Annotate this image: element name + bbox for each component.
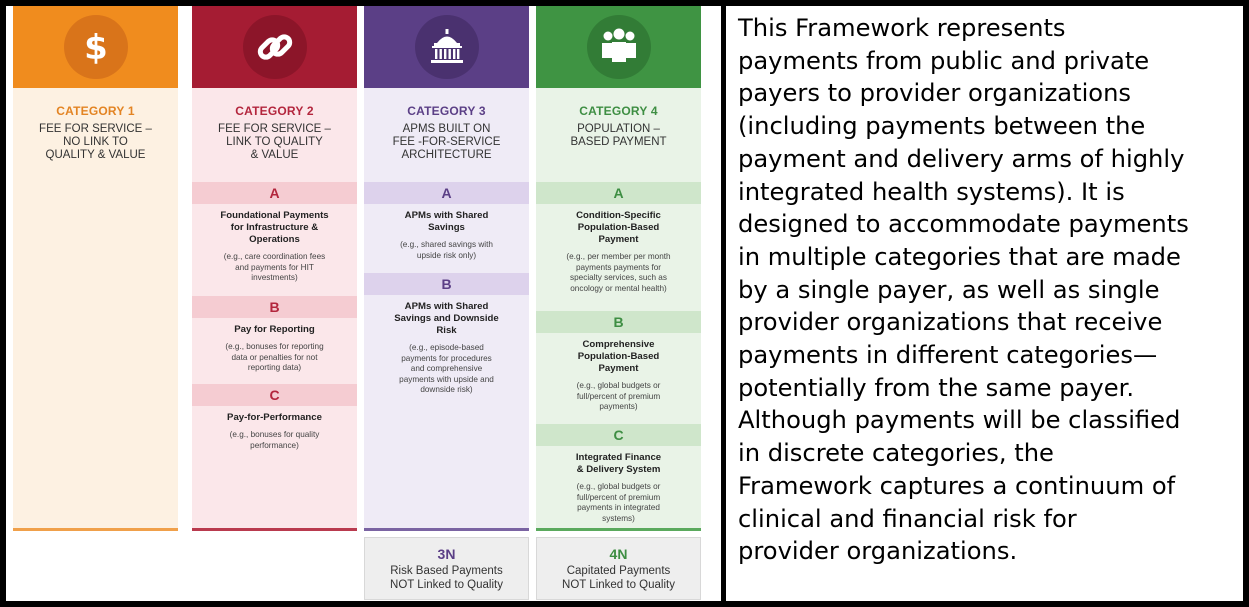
category-4-bottom-bar [536,528,701,531]
category-4-sub-c [536,424,701,524]
category-3-footer [364,537,529,600]
sub-letter-band: B [536,311,701,333]
sub-example: (e.g., shared savings with upside risk only) [400,240,493,260]
footer-code: 4N [609,546,628,562]
sub-example: (e.g., care coordination fees and payments for HIT investments) [223,252,326,282]
category-2-header [192,6,357,88]
category-3-sub-a [364,182,529,261]
framework-description: This Framework represents payments from public and private payers to provider organizations (including payments between the payment and delivery arms of highly integrated health systems). It is designed to accommodate payments in multiple categories that are made by a single payer, as well as single provider organizations that receive payments in different categories— potentially from the same payer. Although payments will be classified in discrete categories, the Framework captures a continuum of clinical and financial risk for provider organizations. [738,14,1189,566]
category-1-bottom-bar [13,528,178,531]
sub-title: Condition-Specific Population-Based Payment [576,210,661,245]
sub-example: (e.g., global budgets or full/percent of premium payments in integrated systems) [576,482,661,523]
category-3-icon-circle [415,15,479,79]
link-icon [253,25,297,69]
sub-title: Foundational Payments for Infrastructure & Operations [220,210,329,245]
footer-code: 3N [437,546,456,562]
category-4-footer [536,537,701,600]
category-2-icon-circle [243,15,307,79]
people-group-icon [596,24,642,70]
sub-title: Comprehensive Population-Based Payment [577,339,660,374]
category-2-sub-b [192,296,357,374]
capitol-building-icon [424,24,470,70]
sub-example: (e.g., bonuses for quality performance) [229,430,320,450]
svg-text:$: $ [83,28,108,68]
category-4-icon-circle [587,15,651,79]
category-3-description: APMS BUILT ON FEE -FOR-SERVICE ARCHITECTURE [392,123,501,161]
category-1-body [13,88,178,531]
category-4-header [536,6,701,88]
sub-letter-band: B [364,273,529,295]
footer-text: Capitated Payments NOT Linked to Quality [562,565,675,591]
sub-example: (e.g., global budgets or full/percent of premium payments) [576,381,661,411]
category-3-label: CATEGORY 3 [407,104,486,118]
category-2-label: CATEGORY 2 [235,104,314,118]
sub-example: (e.g., bonuses for reporting data or penalties for not reporting data) [225,342,324,372]
sub-letter-band: A [192,182,357,204]
category-2-bottom-bar [192,528,357,531]
dollar-icon [74,25,118,69]
category-1-label: CATEGORY 1 [56,104,135,118]
sub-title: Pay for Reporting [234,324,315,335]
framework-diagram-panel [6,6,721,601]
category-3-header [364,6,529,88]
category-2-body [192,88,357,531]
category-4-label: CATEGORY 4 [579,104,658,118]
category-4-sub-a [536,182,701,294]
category-4-column [536,6,701,591]
sub-letter-band: A [536,182,701,204]
category-3-bottom-bar [364,528,529,531]
category-3-column [364,6,529,591]
category-3-sub-b [364,273,529,396]
footer-text: Risk Based Payments NOT Linked to Quality [390,565,503,591]
category-4-description: POPULATION – BASED PAYMENT [570,123,667,148]
category-1-column [13,6,178,161]
description-panel [726,6,1243,601]
category-1-description: FEE FOR SERVICE – NO LINK TO QUALITY & VALUE [39,123,152,161]
sub-title: Integrated Finance & Delivery System [575,452,662,475]
sub-letter-band: C [192,384,357,406]
sub-title: APMs with Shared Savings and Downside Risk [394,301,499,336]
sub-title: APMs with Shared Savings [404,210,489,233]
category-2-column [192,6,357,450]
sub-letter-band: B [192,296,357,318]
category-2-description: FEE FOR SERVICE – LINK TO QUALITY & VALUE [218,123,331,161]
sub-title: Pay-for-Performance [227,412,322,423]
category-4-body [536,88,701,531]
category-4-sub-b [536,311,701,413]
sub-letter-band: A [364,182,529,204]
sub-example: (e.g., per member per month payments payments for specialty services, such as oncology or mental health) [566,252,671,293]
category-1-header [13,6,178,88]
category-2-sub-a [192,182,357,284]
sub-letter-band: C [536,424,701,446]
sub-example: (e.g., episode-based payments for procedures and comprehensive payments with upside and downside risk) [399,343,494,394]
category-2-sub-c [192,384,357,451]
category-3-body [364,88,529,531]
category-1-icon-circle [64,15,128,79]
